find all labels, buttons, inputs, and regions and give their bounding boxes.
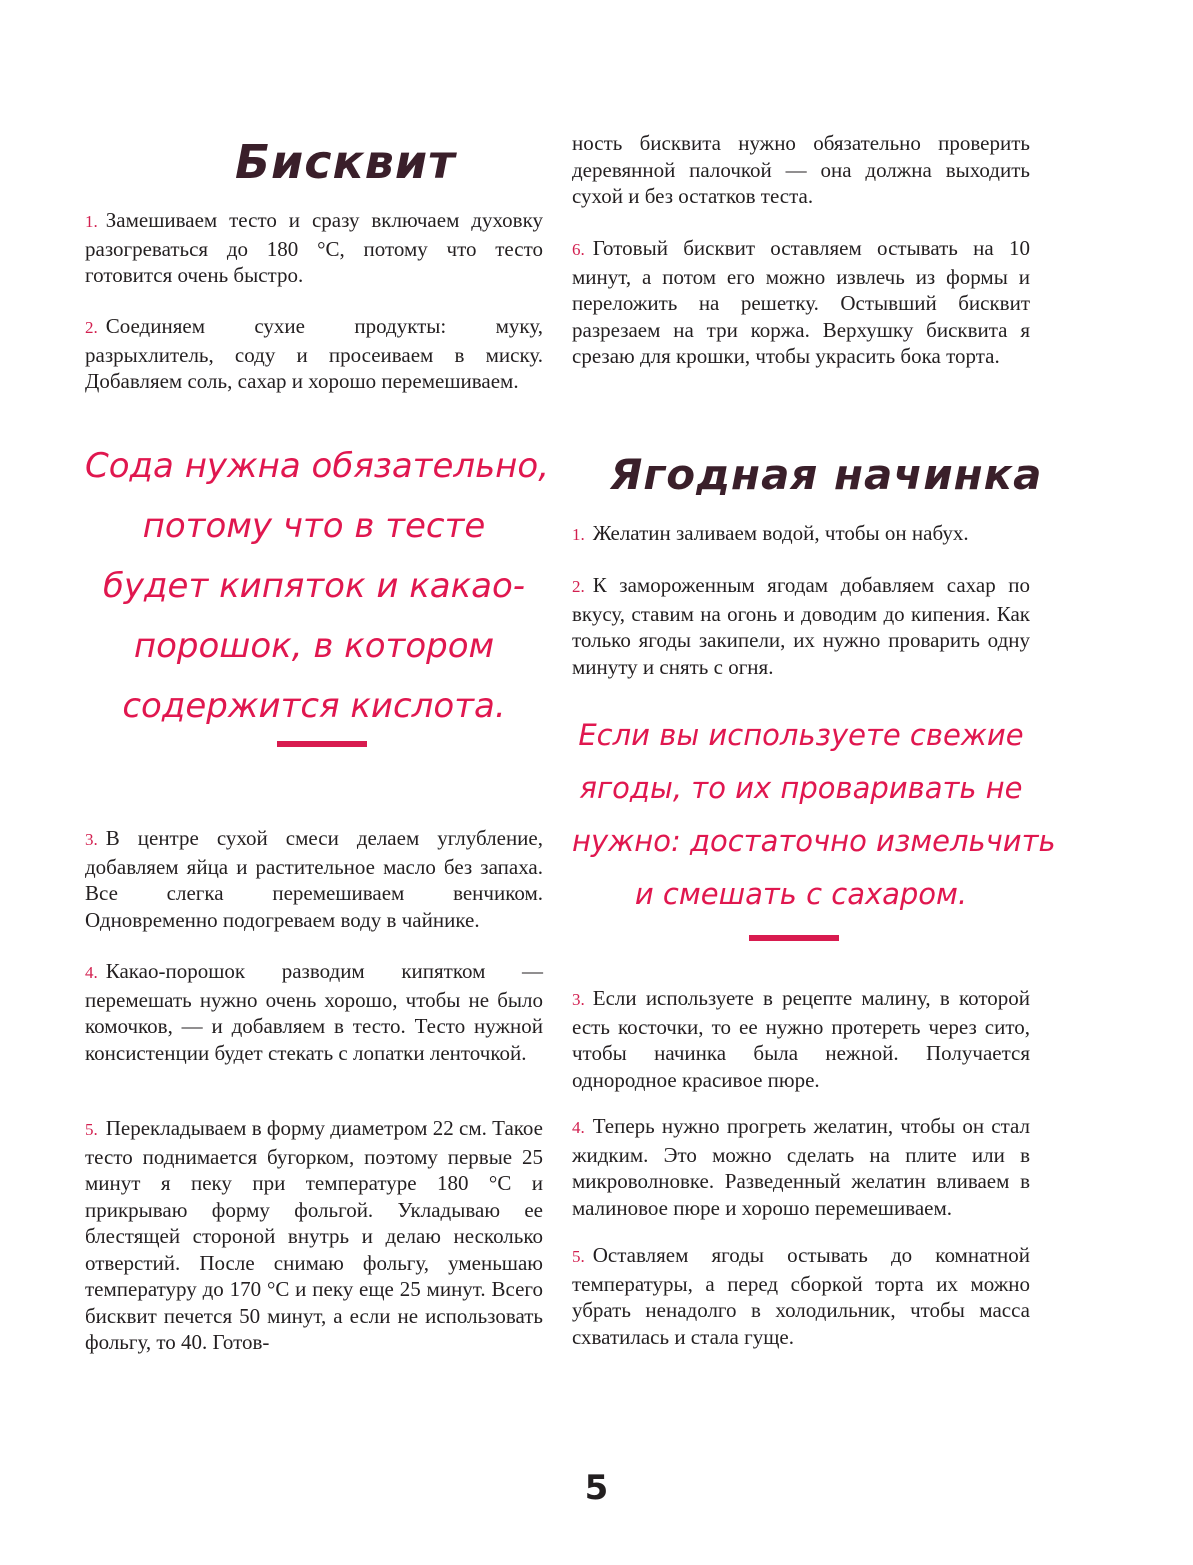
step-number: 1.: [572, 525, 585, 544]
note-line: содержится кислота.: [122, 686, 506, 726]
step-3: [85, 825, 543, 933]
step-5: [85, 1115, 543, 1356]
step-1: [85, 207, 543, 289]
note-line: потому что в тесте: [142, 506, 486, 546]
filling-step-4: [572, 1113, 1030, 1221]
note-line: нужно: достаточно измельчить: [572, 824, 1056, 858]
page-number: 5: [584, 1468, 609, 1508]
step-text: Оставляем ягоды остывать до комнатной температуры, а перед сборкой торта их можно убрать ненадолго в холодильник, чтобы масса схватилась и стала гуще.: [572, 1243, 1030, 1349]
filling-step-5: [572, 1242, 1030, 1350]
note-divider: [277, 741, 367, 747]
step-2: [85, 313, 543, 395]
step-text: В центре сухой смеси делаем углубление, добавляем яйца и растительное масло без запаха. Все слегка перемешиваем венчиком. Одновременно подогреваем воду в чайнике.: [85, 826, 543, 932]
step-text: Соединяем сухие продукты: муку, разрыхлитель, соду и просеиваем в миску. Добавляем соль, сахар и хорошо перемешиваем.: [85, 314, 543, 393]
step-number: 4.: [572, 1118, 585, 1137]
step-number: 2.: [85, 318, 98, 337]
step-text: Теперь нужно прогреть желатин, чтобы он стал жидким. Это можно сделать на плите или в микроволновке. Разведенный желатин вливаем в малиновое пюре и хорошо перемешиваем.: [572, 1114, 1030, 1220]
step-number: 3.: [572, 990, 585, 1009]
step-text: К замороженным ягодам добавляем сахар по вкусу, ставим на огонь и доводим до кипения. Как только ягоды закипели, их нужно проварить одну минуту и снять с огня.: [572, 573, 1030, 679]
filling-step-2: [572, 572, 1030, 680]
biscuit-heading: Бисквит: [235, 135, 456, 189]
step-number: 5.: [85, 1120, 98, 1139]
note-divider: [749, 935, 839, 941]
step-text: Замешиваем тесто и сразу включаем духовку разогреваться до 180 °С, потому что тесто готовится очень быстро.: [85, 208, 543, 287]
step-4: [85, 958, 543, 1066]
step-number: 5.: [572, 1247, 585, 1266]
note-line: порошок, в котором: [133, 626, 495, 666]
note-line: ягоды, то их проваривать не: [579, 771, 1023, 805]
step-text: Перекладываем в форму диаметром 22 см. Такое тесто поднимается бугорком, поэтому первые 25 минут я пеку при температуре 180 °С и прикрываю форму фольгой. Укладываю ее блестящей стороной внутрь и делаю несколько отверстий. После снимаю фольгу, уменьшаю температуру до 170 °С и пеку еще 25 минут. Всего бисквит печется 50 минут, а если не использовать фольгу, то 40. Готов-: [85, 1116, 543, 1354]
step-text: Какао-порошок разводим кипятком — перемешать нужно очень хорошо, чтобы не было комочков, — и добавляем в тесто. Тесто нужной консистенции будет стекать с лопатки ленточкой.: [85, 959, 543, 1065]
step-number: 6.: [572, 240, 585, 259]
filling-step-3: [572, 985, 1030, 1093]
step-number: 2.: [572, 577, 585, 596]
step-text: Желатин заливаем водой, чтобы он набух.: [592, 521, 969, 545]
berry-filling-heading: Ягодная начинка: [610, 450, 1043, 499]
step-5-continuation: ность бисквита нужно обязательно проверить деревянной палочкой — она должна выходить сухой и без остатков теста.: [572, 131, 1030, 208]
note-line: будет кипяток и какао-: [102, 566, 526, 606]
step-number: 3.: [85, 830, 98, 849]
filling-step-1: [572, 520, 1030, 549]
step-number: 1.: [85, 212, 98, 231]
step-text: Если используете в рецепте малину, в которой есть косточки, то ее нужно протереть через сито, чтобы начинка была нежной. Получается однородное красивое пюре.: [572, 986, 1030, 1092]
step-text: Готовый бисквит оставляем остывать на 10 минут, а потом его можно извлечь из формы и переложить на решетку. Остывший бисквит разрезаем на три коржа. Верхушку бисквита я срезаю для крошки, чтобы украсить бока торта.: [572, 236, 1030, 368]
note-line: Если вы используете свежие: [578, 718, 1024, 752]
note-line: и смешать с сахаром.: [634, 877, 968, 911]
step-number: 4.: [85, 963, 98, 982]
note-line: Сода нужна обязательно,: [85, 446, 550, 486]
step-6: [572, 235, 1030, 370]
